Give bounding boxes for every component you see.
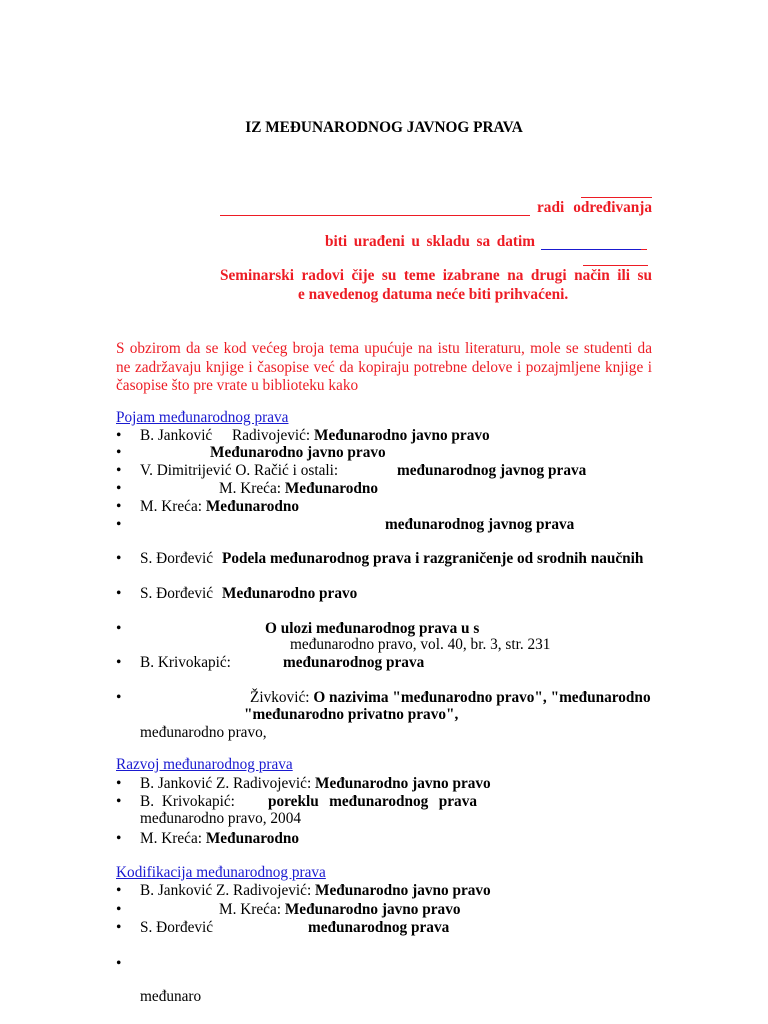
item-author: B. Janković	[140, 427, 213, 444]
bullet-marker	[116, 444, 121, 462]
item-title: poreklu međunarodnog prava	[268, 793, 477, 810]
item-author: S. Đorđević	[140, 550, 214, 567]
item-title: Međunarodno javno pravo	[210, 444, 386, 461]
bullet-marker	[116, 480, 121, 498]
item-title: međunarodnog prava	[283, 654, 425, 671]
document-title: IZ MEĐUNARODNOG JAVNOG PRAVA	[245, 119, 523, 136]
item-citation	[219, 901, 461, 919]
item-source: međunarodno pravo, vol. 40, br. 3, str. 231	[290, 636, 551, 653]
item-title: Međunarodno	[284, 480, 379, 497]
notice-deadline-text: biti urađeni u skladu sa datim	[325, 233, 535, 250]
item-title: Međunarodno javno pravo	[314, 427, 490, 444]
item-author: M. Kreća:	[219, 901, 282, 918]
item-author: M. Kreća:	[140, 830, 203, 847]
item-source: međunaro	[140, 988, 202, 1005]
item-title: Međunarodno	[205, 498, 300, 515]
intro-line: S obzirom da se kod većeg broja tema upućuje na istu literaturu, mole se studenti da	[116, 340, 652, 357]
item-author: B. Janković Z. Radivojević:	[140, 882, 312, 899]
item-author: M. Kreća:	[219, 480, 282, 497]
bullet-marker	[116, 498, 121, 516]
bullet-marker	[116, 516, 121, 534]
item-title: O nazivima "međunarodno pravo", "međunarodno	[313, 689, 651, 706]
blank-field-line	[583, 265, 648, 266]
item-author: V. Dimitrijević O. Račić i ostali:	[140, 462, 339, 479]
blank-field-line	[220, 215, 530, 216]
blank-field-line	[641, 249, 647, 250]
item-title: Međunarodno javno pravo	[315, 882, 491, 899]
bullet-marker	[116, 793, 121, 811]
item-author: B. Janković Z. Radivojević:	[140, 775, 312, 792]
item-title: Međunarodno	[205, 830, 300, 847]
bullet-marker	[116, 654, 121, 672]
item-title: Međunarodno javno pravo	[284, 901, 461, 918]
bullet-marker	[116, 775, 121, 793]
item-title: O ulozi međunarodnog prava u s	[265, 620, 480, 637]
notice-warning-line: e navedenog datuma neće biti prihvaćeni.	[298, 286, 569, 303]
bullet-marker	[116, 901, 121, 919]
blank-field-line	[581, 197, 652, 198]
section-heading-link[interactable]: Pojam međunarodnog prava	[116, 409, 289, 426]
item-citation	[140, 882, 491, 900]
item-coauthor: Radivojević:	[232, 427, 311, 444]
notice-assignment-text: radi određivanja	[537, 199, 652, 216]
bullet-marker	[116, 955, 121, 973]
item-title: međunarodnog javnog prava	[385, 516, 575, 533]
item-author: M. Kreća:	[140, 498, 203, 515]
bullet-marker	[116, 462, 121, 480]
bullet-marker	[116, 585, 121, 603]
intro-line: časopise što pre vrate u biblioteku kako	[116, 377, 359, 394]
section-heading-link[interactable]: Kodifikacija međunarodnog prava	[116, 864, 326, 881]
item-citation	[140, 775, 491, 793]
bullet-marker	[116, 620, 121, 638]
item-author: Živković:	[250, 689, 310, 706]
item-citation	[219, 480, 378, 498]
item-author: B. Krivokapić:	[140, 793, 235, 810]
deadline-date-line	[541, 249, 641, 250]
bullet-marker	[116, 550, 121, 568]
bullet-marker	[116, 427, 121, 445]
item-title: međunarodnog prava	[308, 919, 450, 936]
item-author: S. Đorđević	[140, 919, 214, 936]
bullet-marker	[116, 830, 121, 848]
bullet-marker	[116, 882, 121, 900]
item-citation	[250, 689, 651, 707]
item-author: B. Krivokapić:	[140, 654, 231, 671]
item-title: Podela međunarodnog prava i razgraničenje od srodnih naučnih	[222, 550, 644, 567]
item-title-continued: "međunarodno privatno pravo",	[244, 706, 459, 723]
item-author: S. Đorđević	[140, 585, 214, 602]
intro-line: ne zadržavaju knjige i časopise već da kopiraju potrebne delove i pozajmljene knjige i	[116, 359, 652, 376]
bullet-marker	[116, 919, 121, 937]
item-citation	[232, 427, 490, 445]
item-title: Međunarodno pravo	[222, 585, 358, 602]
item-source: međunarodno pravo,	[140, 724, 267, 741]
item-citation	[140, 498, 299, 516]
item-title: Međunarodno javno pravo	[315, 775, 491, 792]
item-title: međunarodnog javnog prava	[397, 462, 587, 479]
bullet-marker	[116, 689, 121, 707]
section-heading-link[interactable]: Razvoj međunarodnog prava	[116, 756, 293, 773]
item-citation	[140, 830, 299, 848]
notice-warning-line: Seminarski radovi čije su teme izabrane na drugi način ili su	[220, 267, 652, 284]
item-source: međunarodno pravo, 2004	[140, 810, 302, 827]
